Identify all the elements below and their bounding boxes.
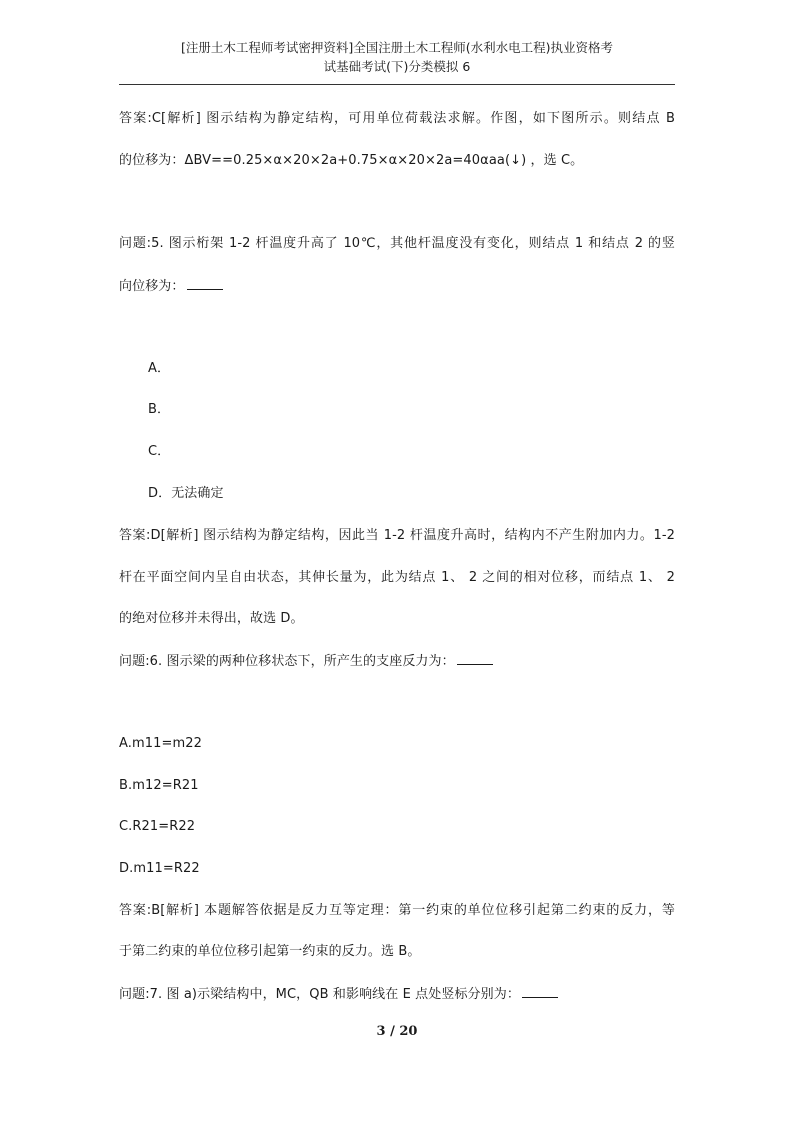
document-header	[119, 38, 675, 76]
answer-6-line-2: 于第二约束的单位位移引起第一约束的反力。选 B。	[119, 944, 421, 959]
question-6-line-1	[119, 652, 493, 671]
answer-4-line-1: 答案:C[解析] 图示结构为静定结构，可用单位荷载法求解。作图，如下图所示。则结点 B	[119, 111, 675, 126]
header-divider	[119, 84, 675, 85]
header-title-line-2: 试基础考试(下)分类模拟 6	[323, 59, 471, 74]
question-5-line-2-text: 向位移为：	[119, 279, 185, 294]
question-6-option-b: B.m12=R21	[119, 778, 199, 793]
page-number: 3 / 20	[376, 1024, 418, 1039]
answer-5-line-1: 答案:D[解析] 图示结构为静定结构，因此当 1-2 杆温度升高时，结构内不产生附加内力。1-2	[119, 528, 675, 543]
question-5-option-d: D．无法确定	[148, 486, 224, 501]
answer-blank	[522, 985, 558, 998]
question-5-option-a: A．	[148, 361, 171, 376]
answer-5-line-2: 杆在平面空间内呈自由状态，其伸长量为，此为结点 1、 2 之间的相对位移，而结点 1、 2	[119, 570, 675, 585]
answer-4-line-2: 的位移为：ΔBV==0.25×α×20×2a+0.75×α×20×2a=40αaa(↓) ，选 C。	[119, 153, 584, 168]
header-title-line-1: [注册土木工程师考试密押资料]全国注册土木工程师(水利水电工程)执业资格考	[180, 40, 613, 55]
question-7-line-1	[119, 985, 558, 1004]
question-6-option-a: A.m11=m22	[119, 736, 203, 751]
question-5-option-c: C．	[148, 444, 171, 459]
question-7-line-1-text: 问题:7. 图 a)示梁结构中，MC，QB 和影响线在 E 点处竖标分别为：	[119, 987, 520, 1002]
answer-blank	[187, 277, 223, 290]
question-6-option-c: C.R21=R22	[119, 819, 196, 834]
question-5-line-1: 问题:5. 图示桁架 1-2 杆温度升高了 10℃，其他杆温度没有变化，则结点 1 和结点 2 的竖	[119, 236, 675, 251]
question-6-line-1-text: 问题:6. 图示梁的两种位移状态下，所产生的支座反力为：	[119, 654, 455, 669]
question-5-line-2	[119, 277, 223, 296]
answer-6-line-1: 答案:B[解析] 本题解答依据是反力互等定理：第一约束的单位位移引起第二约束的反力，等	[119, 903, 675, 918]
question-5-option-b: B．	[148, 402, 171, 417]
answer-5-line-3: 的绝对位移并未得出，故选 D。	[119, 611, 304, 626]
answer-blank	[457, 652, 493, 665]
question-6-option-d: D.m11=R22	[119, 861, 200, 876]
